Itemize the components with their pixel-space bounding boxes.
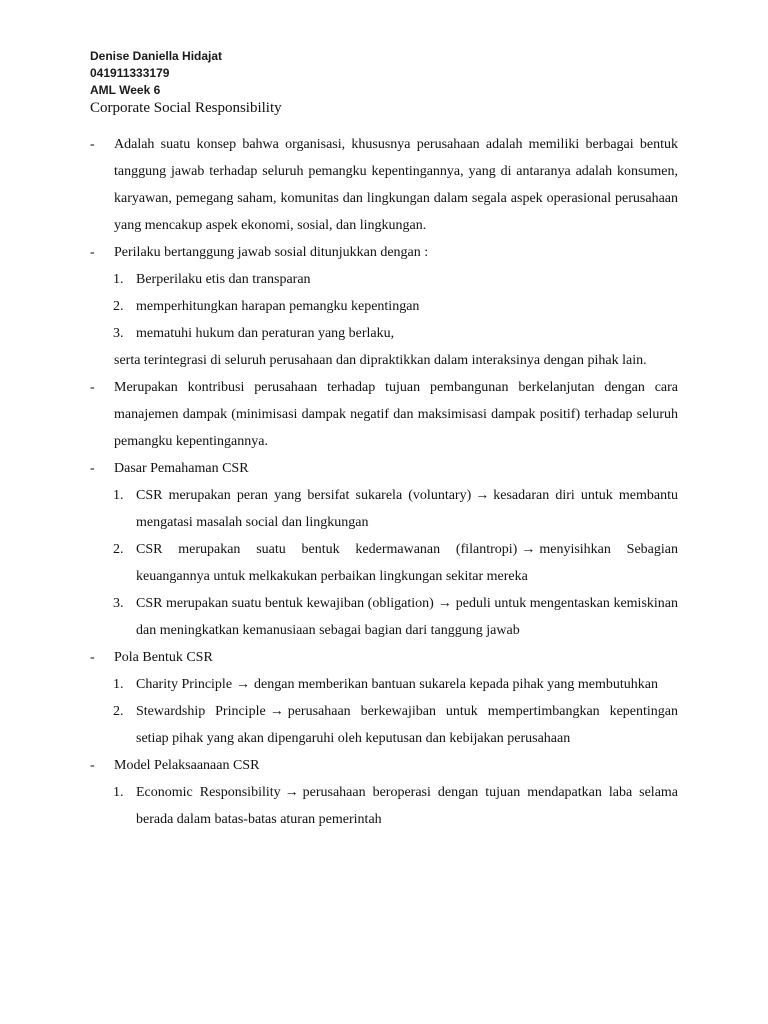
list-text-lead: CSR merupakan peran yang bersifat sukarela (voluntary)	[136, 488, 472, 503]
bullet-definition	[90, 131, 678, 239]
arrow-right-icon: →	[521, 542, 536, 557]
list-text-lead: Charity Principle	[136, 677, 233, 692]
list-item	[90, 482, 678, 536]
list-item	[90, 320, 678, 347]
list-number: 2.	[113, 299, 124, 314]
list-number: 2.	[113, 542, 124, 557]
bullet-csr-model	[90, 752, 678, 779]
list-text: mematuhi hukum dan peraturan yang berlaku,	[136, 326, 395, 341]
document-title: Corporate Social Responsibility	[90, 100, 282, 116]
list-continuation: serta terintegrasi di seluruh perusahaan dan dipraktikkan dalam interaksinya dengan pihak lain.	[114, 353, 647, 368]
list-item	[90, 590, 678, 644]
bullet-contribution	[90, 374, 678, 455]
list-number: 3.	[113, 326, 124, 341]
bullet-behavior	[90, 239, 678, 266]
arrow-right-icon: →	[475, 488, 490, 503]
document-body	[90, 131, 678, 833]
list-text: memperhitungkan harapan pemangku kepentingan	[136, 299, 420, 314]
bullet-text: Adalah suatu konsep bahwa organisasi, khususnya perusahaan adalah memiliki berbagai bentuk tanggung jawab terhadap seluruh pemangku kepentingannya, yang di antaranya adalah konsumen, karyawan, pemegang saham, komunitas dan lingkungan dalam segala aspek operasional perusahaan yang mencakup aspek ekonomi, sosial, dan lingkungan.	[114, 137, 678, 233]
arrow-right-icon: →	[236, 677, 251, 692]
list-item	[90, 698, 678, 752]
course-week: AML Week 6	[90, 83, 161, 97]
bullet-csr-basis	[90, 455, 678, 482]
arrow-right-icon: →	[437, 596, 452, 611]
list-item	[90, 293, 678, 320]
bullet-text: Model Pelaksaanaan CSR	[114, 758, 260, 773]
bullet-dash: -	[90, 245, 95, 260]
list-number: 1.	[113, 272, 124, 287]
list-item	[90, 536, 678, 590]
list-text-result: menyisihkan Sebagian keuangannya untuk melkakukan perbaikan lingkungan sekitar mereka	[136, 542, 678, 584]
list-number: 1.	[113, 785, 124, 800]
student-id: 041911333179	[90, 66, 170, 80]
list-item	[90, 266, 678, 293]
arrow-right-icon: →	[284, 785, 299, 800]
bullet-text: Pola Bentuk CSR	[114, 650, 213, 665]
list-text-lead: Stewardship Principle	[136, 704, 266, 719]
list-text-result: kesadaran diri untuk membantu mengatasi masalah social dan lingkungan	[136, 488, 678, 530]
list-text-result: peduli untuk mengentaskan kemiskinan dan meningkatkan kemanusiaan sebagai bagian dari tanggung jawab	[136, 596, 678, 638]
list-number: 1.	[113, 488, 124, 503]
bullet-dash: -	[90, 461, 95, 476]
list-text-lead: CSR merupakan suatu bentuk kedermawanan (filantropi)	[136, 542, 518, 557]
list-item	[90, 779, 678, 833]
list-number: 3.	[113, 596, 124, 611]
list-text: Berperilaku etis dan transparan	[136, 272, 311, 287]
list-number: 2.	[113, 704, 124, 719]
list-item	[90, 671, 678, 698]
author-name: Denise Daniella Hidajat	[90, 49, 223, 63]
list-text-lead: Economic Responsibility	[136, 785, 281, 800]
list-text-result: dengan memberikan bantuan sukarela kepada pihak yang membutuhkan	[254, 677, 658, 692]
bullet-text: Merupakan kontribusi perusahaan terhadap tujuan pembangunan berkelanjutan dengan cara manajemen dampak (minimisasi dampak negatif dan maksimisasi dampak positif) terhadap seluruh pemangku kepentingannya.	[114, 380, 678, 449]
list-text-result: perusahaan berkewajiban untuk mempertimbangkan kepentingan setiap pihak yang akan dipengaruhi oleh keputusan dan kebijakan perusahaan	[136, 704, 678, 746]
bullet-dash: -	[90, 650, 95, 665]
list-text-lead: CSR merupakan suatu bentuk kewajiban (obligation)	[136, 596, 434, 611]
list-text-result: perusahaan beroperasi dengan tujuan mendapatkan laba selama berada dalam batas-batas aturan pemerintah	[136, 785, 679, 827]
arrow-right-icon: →	[269, 704, 284, 719]
bullet-text: Perilaku bertanggung jawab sosial ditunjukkan dengan :	[114, 245, 429, 260]
bullet-text: Dasar Pemahaman CSR	[114, 461, 249, 476]
bullet-dash: -	[90, 758, 95, 773]
bullet-dash: -	[90, 380, 95, 395]
list-number: 1.	[113, 677, 124, 692]
bullet-csr-pattern	[90, 644, 678, 671]
bullet-dash: -	[90, 137, 95, 152]
